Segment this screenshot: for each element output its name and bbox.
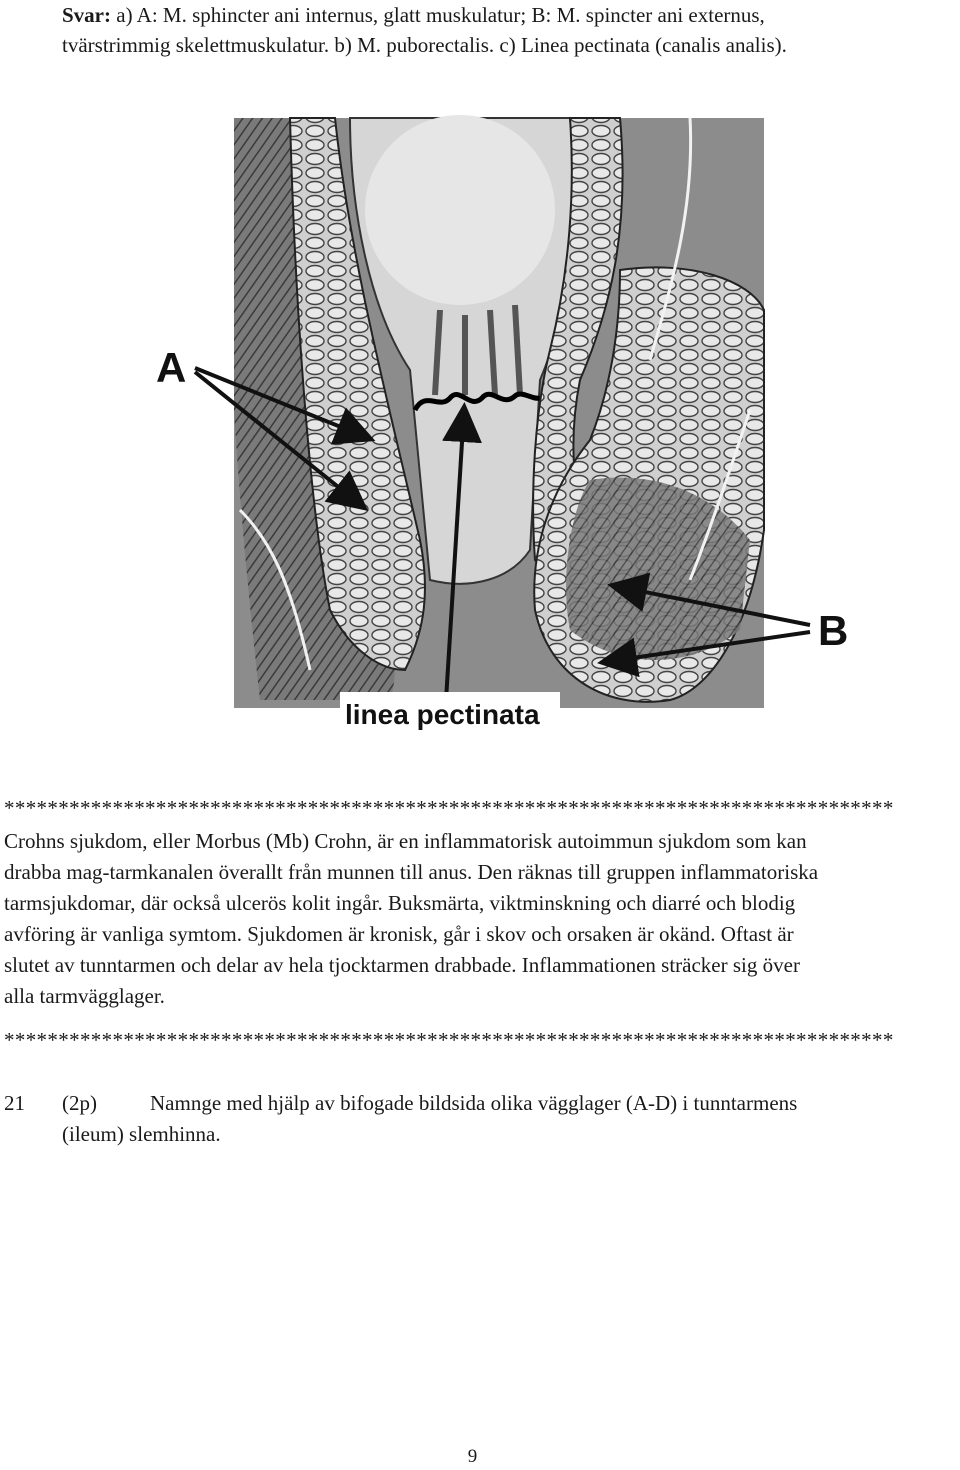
answer-block	[62, 0, 942, 60]
para-line-6: alla tarmvägglager.	[4, 984, 165, 1008]
separator-top: **********************************************************************************	[4, 796, 894, 820]
answer-line-1	[62, 0, 942, 30]
label-a: A	[156, 344, 187, 391]
question-points: (2p)	[62, 1091, 97, 1115]
para-line-5: slutet av tunntarmen och delar av hela tjocktarmen drabbade. Inflammationen sträcker sig över	[4, 953, 800, 977]
para-line-3: tarmsjukdomar, där också ulcerös kolit ingår. Buksmärta, viktminskning och diarré och blodig	[4, 891, 796, 915]
anatomy-figure	[150, 110, 860, 750]
question-text-continuation: (ileum) slemhinna.	[62, 1122, 221, 1146]
page-number: 9	[467, 1446, 478, 1467]
label-b: B	[818, 607, 849, 654]
answer-text-1: a) A: M. sphincter ani internus, glatt muskulatur; B: M. spincter ani externus,	[116, 3, 765, 27]
question-text: Namnge med hjälp av bifogade bildsida olika vägglager (A-D) i tunntarmens	[150, 1091, 798, 1115]
question-number: 21	[4, 1091, 25, 1115]
para-line-1: Crohns sjukdom, eller Morbus (Mb) Crohn, är en inflammatorisk autoimmun sjukdom som kan	[4, 829, 807, 853]
rectal-bulge	[365, 115, 555, 305]
answer-label: Svar:	[62, 3, 111, 27]
crohn-paragraph	[4, 826, 956, 1012]
answer-line-2: tvärstrimmig skelettmuskulatur. b) M. puborectalis. c) Linea pectinata (canalis analis).	[62, 33, 787, 57]
separator-bottom: **********************************************************************************	[4, 1028, 894, 1052]
para-line-4: avföring är vanliga symtom. Sjukdomen är kronisk, går i skov och orsaken är okänd. Oftast är	[4, 922, 794, 946]
para-line-2: drabba mag-tarmkanalen överallt från munnen till anus. Den räknas till gruppen inflammatoriska	[4, 860, 819, 884]
label-linea-pectinata: linea pectinata	[345, 699, 540, 730]
